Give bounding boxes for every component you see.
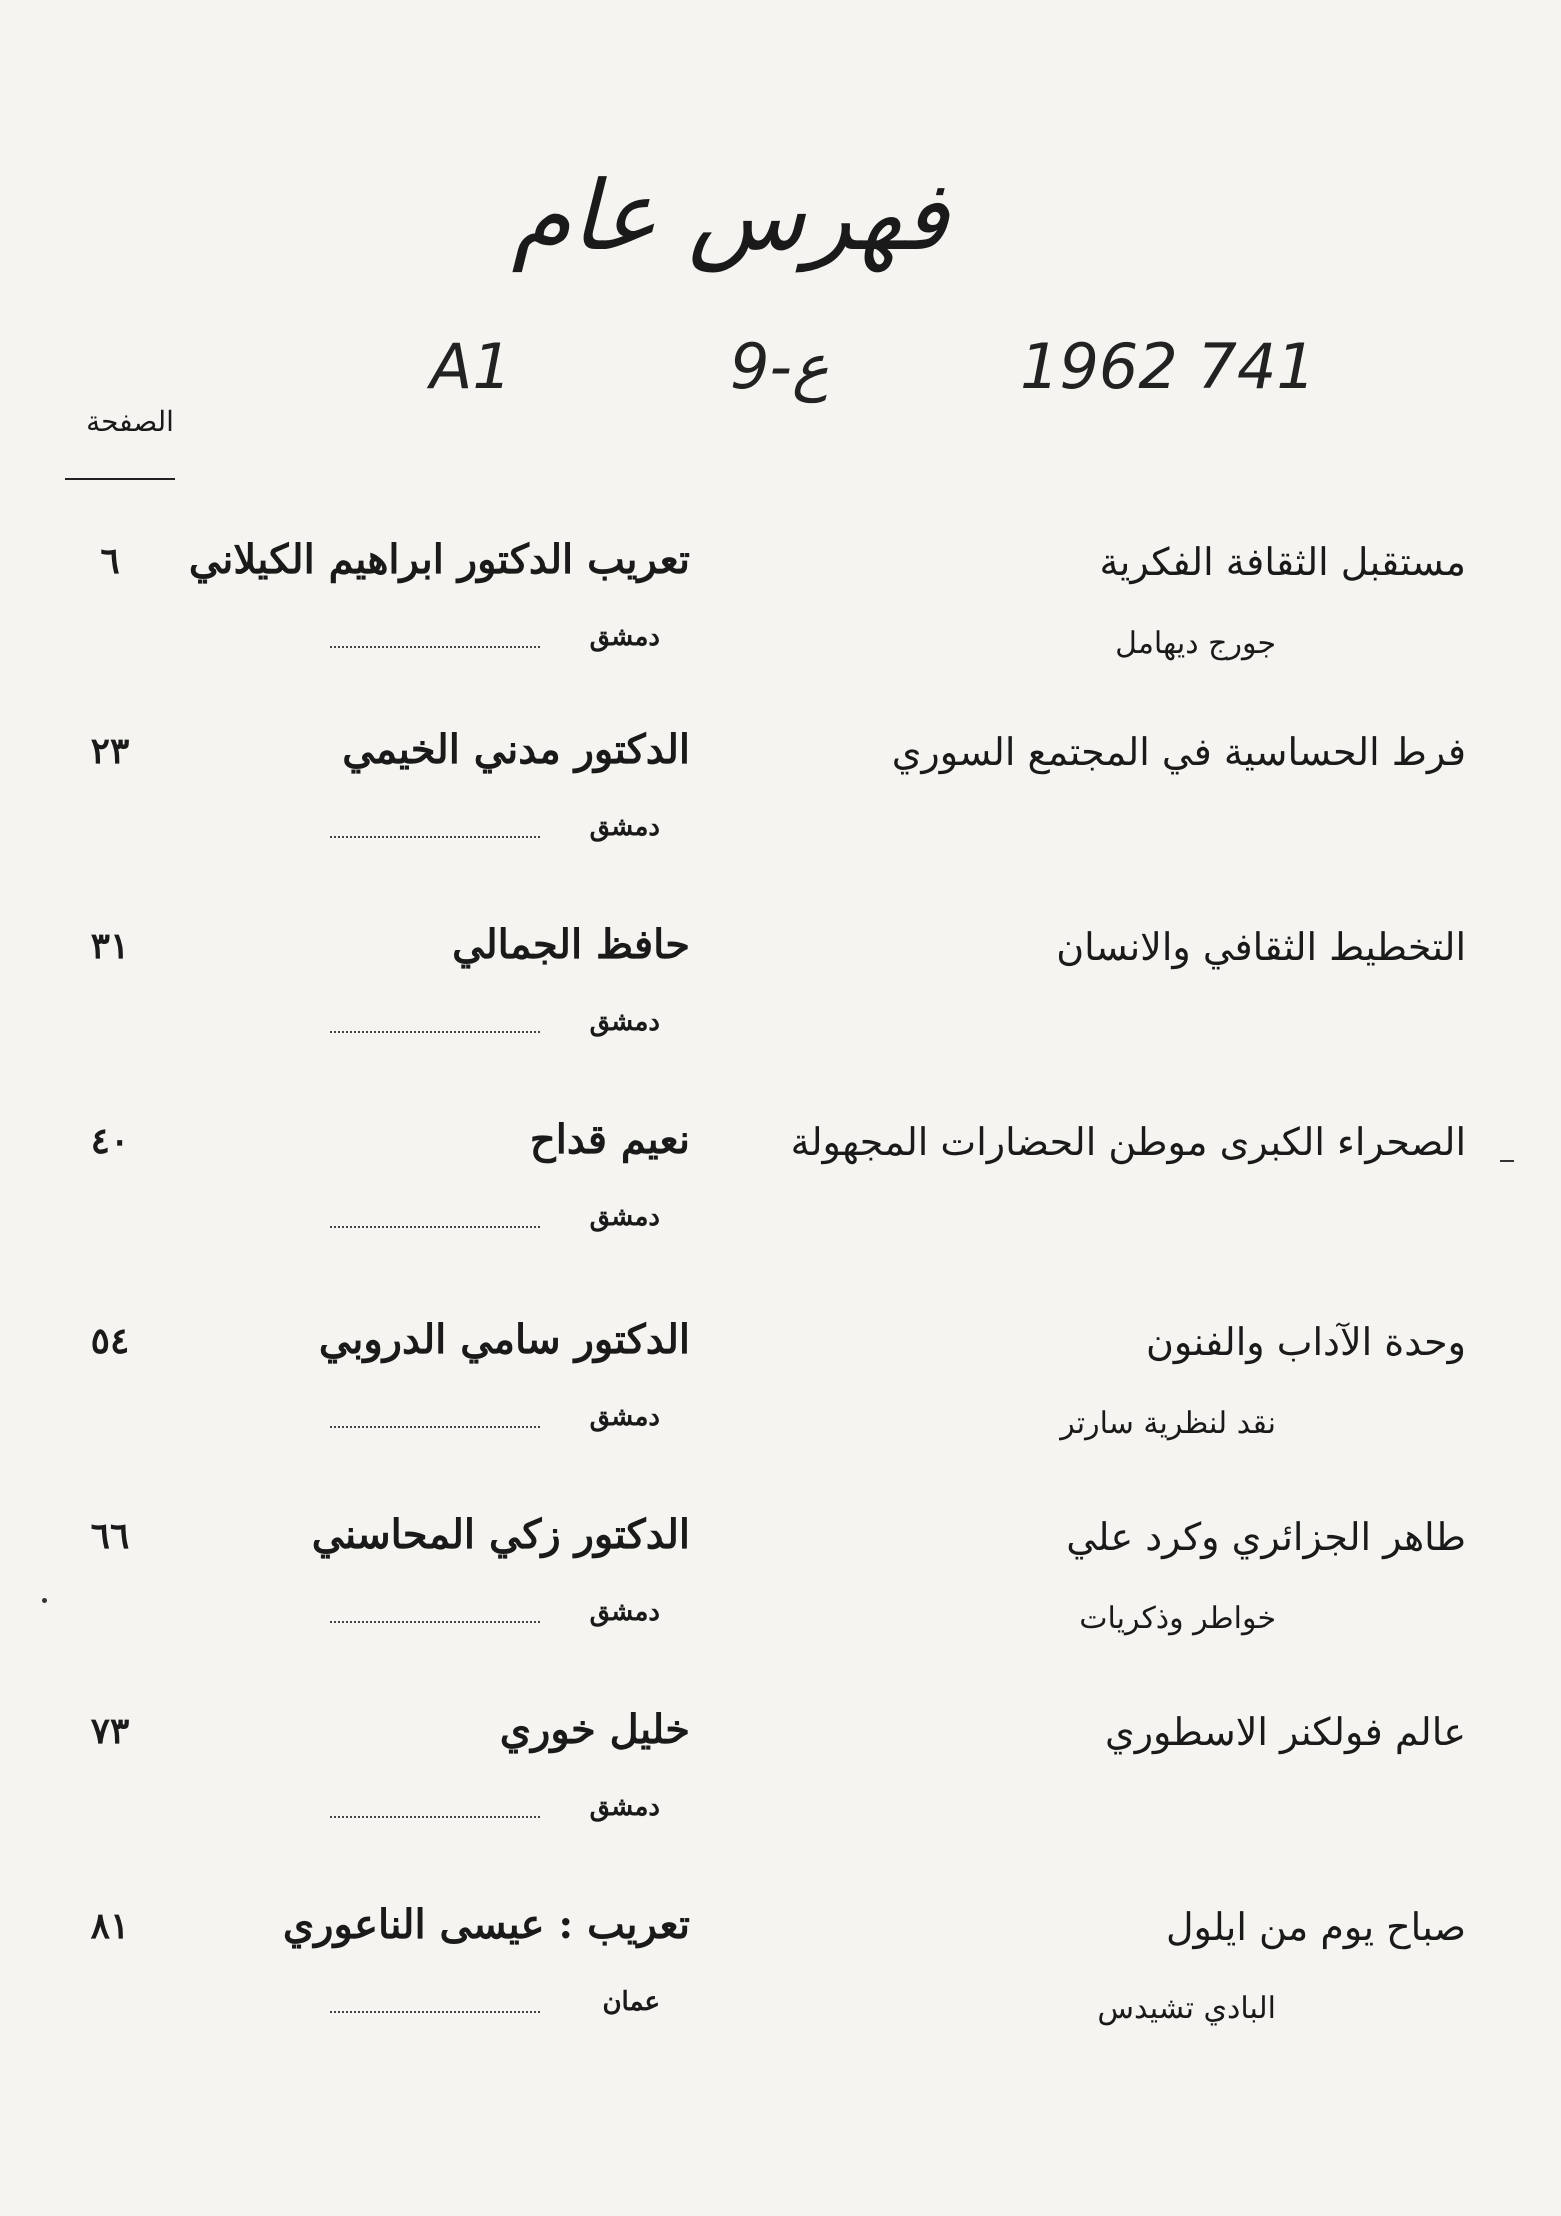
entry-title: فرط الحساسية في المجتمع السوري xyxy=(891,730,1466,774)
entry-place-line xyxy=(330,622,660,662)
index-entry xyxy=(0,536,1561,730)
entry-author: الدكتور سامي الدروبي xyxy=(318,1316,690,1363)
entry-place-line xyxy=(330,1007,660,1047)
entry-author: خليل خوري xyxy=(499,1706,690,1753)
entry-page-number: ٧٣ xyxy=(90,1710,130,1752)
entry-place: دمشق xyxy=(589,1007,660,1037)
entry-place-line xyxy=(330,1202,660,1242)
entry-subtitle: خواطر وذكريات xyxy=(1079,1601,1276,1636)
dot-leader xyxy=(330,1226,540,1228)
header-underline xyxy=(65,478,175,480)
index-entry xyxy=(0,1316,1561,1510)
entry-title: الصحراء الكبرى موطن الحضارات المجهولة xyxy=(790,1120,1466,1164)
entry-author: حافظ الجمالي xyxy=(452,921,690,968)
entry-title: وحدة الآداب والفنون xyxy=(1145,1320,1466,1364)
entry-place-line xyxy=(330,1792,660,1832)
entry-page-number: ٢٣ xyxy=(90,730,130,772)
entry-subtitle: نقد لنظرية سارتر xyxy=(1060,1406,1276,1441)
entry-page-number: ٣١ xyxy=(90,925,130,967)
entry-author: الدكتور زكي المحاسني xyxy=(311,1511,690,1558)
entry-subtitle: جورج ديهامل xyxy=(1115,626,1276,661)
entry-author: نعيم قداح xyxy=(529,1116,690,1163)
scan-speck xyxy=(42,1598,47,1603)
entry-page-number: ٦٦ xyxy=(90,1515,130,1557)
entry-author: تعريب : عيسى الناعوري xyxy=(282,1901,690,1948)
entry-place: دمشق xyxy=(589,1402,660,1432)
entry-place: دمشق xyxy=(589,1792,660,1822)
entry-place-line xyxy=(330,1402,660,1442)
index-entry xyxy=(0,921,1561,1115)
handwritten-note-1: A1 xyxy=(430,330,512,403)
entry-place-line xyxy=(330,1987,660,2027)
dot-leader xyxy=(330,646,540,648)
dot-leader xyxy=(330,2011,540,2013)
handwritten-note-2: 9-ع xyxy=(730,330,829,403)
dot-leader xyxy=(330,836,540,838)
entry-title: صباح يوم من ايلول xyxy=(1165,1905,1466,1949)
dot-leader xyxy=(330,1426,540,1428)
index-entry xyxy=(0,726,1561,920)
index-entry xyxy=(0,1706,1561,1900)
entry-place-line xyxy=(330,812,660,852)
entry-author: تعريب الدكتور ابراهيم الكيلاني xyxy=(188,536,690,583)
entry-place: دمشق xyxy=(589,812,660,842)
index-entry xyxy=(0,1901,1561,2095)
entry-title: التخطيط الثقافي والانسان xyxy=(1056,925,1466,969)
page-column-header: الصفحة xyxy=(86,405,174,438)
entry-title: عالم فولكنر الاسطوري xyxy=(1104,1710,1466,1754)
entry-place: دمشق xyxy=(589,622,660,652)
entry-author: الدكتور مدني الخيمي xyxy=(342,726,690,773)
dot-leader xyxy=(330,1621,540,1623)
entry-subtitle: البادي تشيدس xyxy=(1097,1991,1276,2026)
entry-place-line xyxy=(330,1597,660,1637)
handwritten-note-3: 1962 741 xyxy=(1020,330,1316,403)
entry-page-number: ٥٤ xyxy=(90,1320,130,1362)
entry-place: عمان xyxy=(602,1987,660,2017)
entry-place: دمشق xyxy=(589,1202,660,1232)
index-entry xyxy=(0,1116,1561,1310)
scan-speck xyxy=(1500,1160,1514,1162)
entry-page-number: ٦ xyxy=(100,540,120,582)
page-title: فهرس عام xyxy=(511,160,949,272)
entry-title: طاهر الجزائري وكرد علي xyxy=(1066,1515,1466,1559)
entry-title: مستقبل الثقافة الفكرية xyxy=(1099,540,1466,584)
index-entry xyxy=(0,1511,1561,1705)
entry-place: دمشق xyxy=(589,1597,660,1627)
dot-leader xyxy=(330,1031,540,1033)
entry-page-number: ٤٠ xyxy=(90,1120,130,1162)
entry-page-number: ٨١ xyxy=(90,1905,130,1947)
dot-leader xyxy=(330,1816,540,1818)
